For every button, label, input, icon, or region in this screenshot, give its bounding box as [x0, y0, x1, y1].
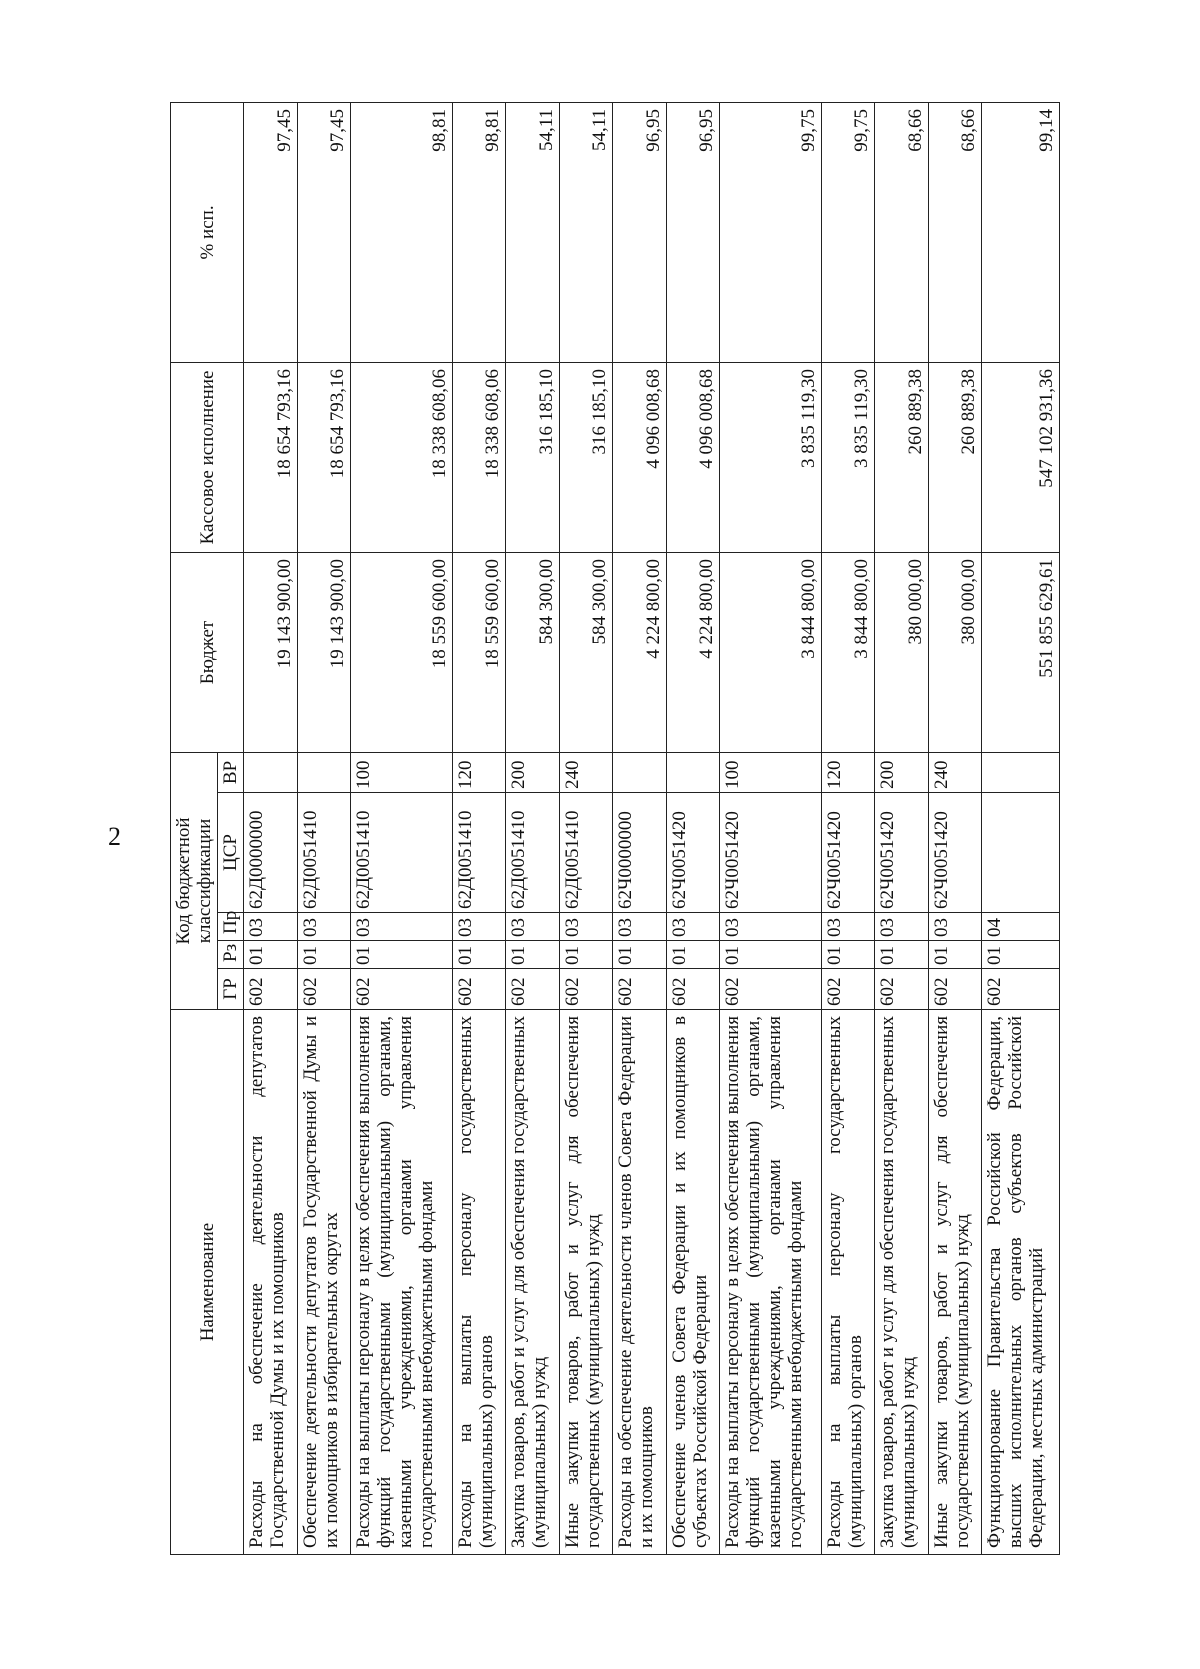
row-pr: 03 — [613, 913, 667, 941]
row-pr: 03 — [821, 913, 875, 941]
budget-table-container — [170, 103, 1060, 1555]
row-vr: 120 — [452, 752, 506, 792]
row-pr: 04 — [982, 913, 1060, 941]
row-cash: 3 835 119,30 — [720, 362, 821, 552]
table-row — [244, 102, 298, 1554]
row-csr: 62Д0051410 — [559, 793, 613, 913]
row-csr: 62Ч0051420 — [720, 793, 821, 913]
row-rz: 01 — [875, 941, 929, 969]
row-csr: 62Ч0051420 — [666, 793, 720, 913]
table-row — [875, 102, 929, 1554]
row-cash: 260 889,38 — [928, 362, 982, 552]
row-gr: 602 — [666, 969, 720, 1010]
table-row — [559, 102, 613, 1554]
row-cash: 18 654 793,16 — [297, 362, 351, 552]
row-name: Расходы на выплаты персоналу в целях обеспечения выполнения функций государственными (муниципальными) органами, казенными учреждениями, органами управления государственными внебюджетными фондами — [351, 1010, 452, 1555]
row-pct: 99,14 — [982, 102, 1060, 362]
row-gr: 602 — [244, 969, 298, 1010]
row-rz: 01 — [506, 941, 560, 969]
row-pr: 03 — [720, 913, 821, 941]
row-vr: 240 — [559, 752, 613, 792]
row-name: Расходы на выплаты персоналу государственных (муниципальных) органов — [821, 1010, 875, 1555]
row-pct: 96,95 — [666, 102, 720, 362]
header-csr: ЦСР — [218, 793, 244, 913]
table-row — [297, 102, 351, 1554]
row-name: Расходы на выплаты персоналу в целях обеспечения выполнения функций государственными (муниципальными) органами, казенными учреждениями, органами управления государственными внебюджетными фондами — [720, 1010, 821, 1555]
row-cash: 4 096 008,68 — [666, 362, 720, 552]
row-pct: 98,81 — [452, 102, 506, 362]
row-name: Функционирование Правительства Российской Федерации, высших исполнительных органов субъектов Российской Федерации, местных администраций — [982, 1010, 1060, 1555]
row-budget: 3 844 800,00 — [821, 552, 875, 752]
table-row — [506, 102, 560, 1554]
row-gr: 602 — [982, 969, 1060, 1010]
header-budget: Бюджет — [171, 552, 244, 752]
row-pct: 54,11 — [506, 102, 560, 362]
row-csr: 62Ч0051420 — [928, 793, 982, 913]
row-pr: 03 — [297, 913, 351, 941]
header-pct: % исп. — [171, 102, 244, 362]
header-name: Наименование — [171, 1010, 244, 1555]
row-pct: 97,45 — [297, 102, 351, 362]
row-pr: 03 — [559, 913, 613, 941]
row-pct: 96,95 — [613, 102, 667, 362]
row-cash: 3 835 119,30 — [821, 362, 875, 552]
row-cash: 547 102 931,36 — [982, 362, 1060, 552]
row-name: Закупка товаров, работ и услуг для обеспечения государственных (муниципальных) нужд — [875, 1010, 929, 1555]
row-pct: 99,75 — [821, 102, 875, 362]
table-row — [666, 102, 720, 1554]
table-row — [821, 102, 875, 1554]
row-budget: 380 000,00 — [875, 552, 929, 752]
row-csr — [982, 793, 1060, 913]
row-name: Закупка товаров, работ и услуг для обеспечения государственных (муниципальных) нужд — [506, 1010, 560, 1555]
row-gr: 602 — [351, 969, 452, 1010]
row-rz: 01 — [928, 941, 982, 969]
header-vr: ВР — [218, 752, 244, 792]
row-pr: 03 — [506, 913, 560, 941]
row-rz: 01 — [244, 941, 298, 969]
row-name: Обеспечение членов Совета Федерации и их помощников в субъектах Российской Федерации — [666, 1010, 720, 1555]
table-row — [982, 102, 1060, 1554]
row-vr — [982, 752, 1060, 792]
row-name: Расходы на выплаты персоналу государственных (муниципальных) органов — [452, 1010, 506, 1555]
row-gr: 602 — [720, 969, 821, 1010]
table-row — [928, 102, 982, 1554]
row-budget: 4 224 800,00 — [666, 552, 720, 752]
row-gr: 602 — [297, 969, 351, 1010]
row-cash: 18 338 608,06 — [351, 362, 452, 552]
row-cash: 316 185,10 — [506, 362, 560, 552]
row-budget: 19 143 900,00 — [244, 552, 298, 752]
row-csr: 62Д0051410 — [452, 793, 506, 913]
row-rz: 01 — [821, 941, 875, 969]
row-name: Обеспечение деятельности депутатов Государственной Думы и их помощников в избирательных округах — [297, 1010, 351, 1555]
row-pct: 98,81 — [351, 102, 452, 362]
row-vr: 100 — [351, 752, 452, 792]
row-budget: 18 559 600,00 — [351, 552, 452, 752]
row-pct: 68,66 — [928, 102, 982, 362]
row-budget: 551 855 629,61 — [982, 552, 1060, 752]
row-name: Расходы на обеспечение деятельности членов Совета Федерации и их помощников — [613, 1010, 667, 1555]
row-name: Иные закупки товаров, работ и услуг для обеспечения государственных (муниципальных) нужд — [928, 1010, 982, 1555]
budget-execution-table — [170, 102, 1060, 1555]
table-row — [613, 102, 667, 1554]
row-cash: 260 889,38 — [875, 362, 929, 552]
row-rz: 01 — [452, 941, 506, 969]
header-code-group: Код бюджетной классификации — [171, 752, 218, 1009]
row-vr — [613, 752, 667, 792]
row-gr: 602 — [821, 969, 875, 1010]
row-rz: 01 — [720, 941, 821, 969]
row-pr: 03 — [452, 913, 506, 941]
row-csr: 62Д0051410 — [506, 793, 560, 913]
row-gr: 602 — [559, 969, 613, 1010]
row-cash: 4 096 008,68 — [613, 362, 667, 552]
table-row — [452, 102, 506, 1554]
row-csr: 62Ч0051420 — [821, 793, 875, 913]
row-pct: 99,75 — [720, 102, 821, 362]
row-rz: 01 — [297, 941, 351, 969]
row-gr: 602 — [928, 969, 982, 1010]
row-cash: 18 654 793,16 — [244, 362, 298, 552]
row-budget: 18 559 600,00 — [452, 552, 506, 752]
row-vr: 100 — [720, 752, 821, 792]
header-rz: Рз — [218, 941, 244, 969]
table-row — [351, 102, 452, 1554]
row-rz: 01 — [559, 941, 613, 969]
row-pr: 03 — [351, 913, 452, 941]
header-gr: ГР — [218, 969, 244, 1010]
row-csr: 62Д0051410 — [351, 793, 452, 913]
row-csr: 62Д0000000 — [244, 793, 298, 913]
row-gr: 602 — [452, 969, 506, 1010]
row-gr: 602 — [613, 969, 667, 1010]
header-pr: Пр — [218, 913, 244, 941]
row-budget: 19 143 900,00 — [297, 552, 351, 752]
row-cash: 18 338 608,06 — [452, 362, 506, 552]
row-gr: 602 — [875, 969, 929, 1010]
row-pct: 97,45 — [244, 102, 298, 362]
row-rz: 01 — [351, 941, 452, 969]
row-gr: 602 — [506, 969, 560, 1010]
row-csr: 62Ч0051420 — [875, 793, 929, 913]
row-csr: 62Ч0000000 — [613, 793, 667, 913]
row-budget: 584 300,00 — [506, 552, 560, 752]
row-vr: 120 — [821, 752, 875, 792]
row-pr: 03 — [666, 913, 720, 941]
row-pr: 03 — [875, 913, 929, 941]
row-pr: 03 — [244, 913, 298, 941]
row-budget: 584 300,00 — [559, 552, 613, 752]
row-vr — [666, 752, 720, 792]
row-rz: 01 — [613, 941, 667, 969]
row-csr: 62Д0051410 — [297, 793, 351, 913]
row-vr: 200 — [506, 752, 560, 792]
row-vr — [297, 752, 351, 792]
row-vr: 200 — [875, 752, 929, 792]
header-cash: Кассовое исполнение — [171, 362, 244, 552]
row-cash: 316 185,10 — [559, 362, 613, 552]
row-pct: 54,11 — [559, 102, 613, 362]
row-budget: 4 224 800,00 — [613, 552, 667, 752]
row-vr — [244, 752, 298, 792]
table-row — [720, 102, 821, 1554]
row-vr: 240 — [928, 752, 982, 792]
row-name: Расходы на обеспечение деятельности депутатов Государственной Думы и их помощников — [244, 1010, 298, 1555]
row-rz: 01 — [666, 941, 720, 969]
page-number: 2 — [108, 822, 121, 851]
row-rz: 01 — [982, 941, 1060, 969]
row-budget: 380 000,00 — [928, 552, 982, 752]
row-pr: 03 — [928, 913, 982, 941]
row-pct: 68,66 — [875, 102, 929, 362]
header-row-1 — [171, 102, 218, 1554]
row-name: Иные закупки товаров, работ и услуг для обеспечения государственных (муниципальных) нужд — [559, 1010, 613, 1555]
row-budget: 3 844 800,00 — [720, 552, 821, 752]
